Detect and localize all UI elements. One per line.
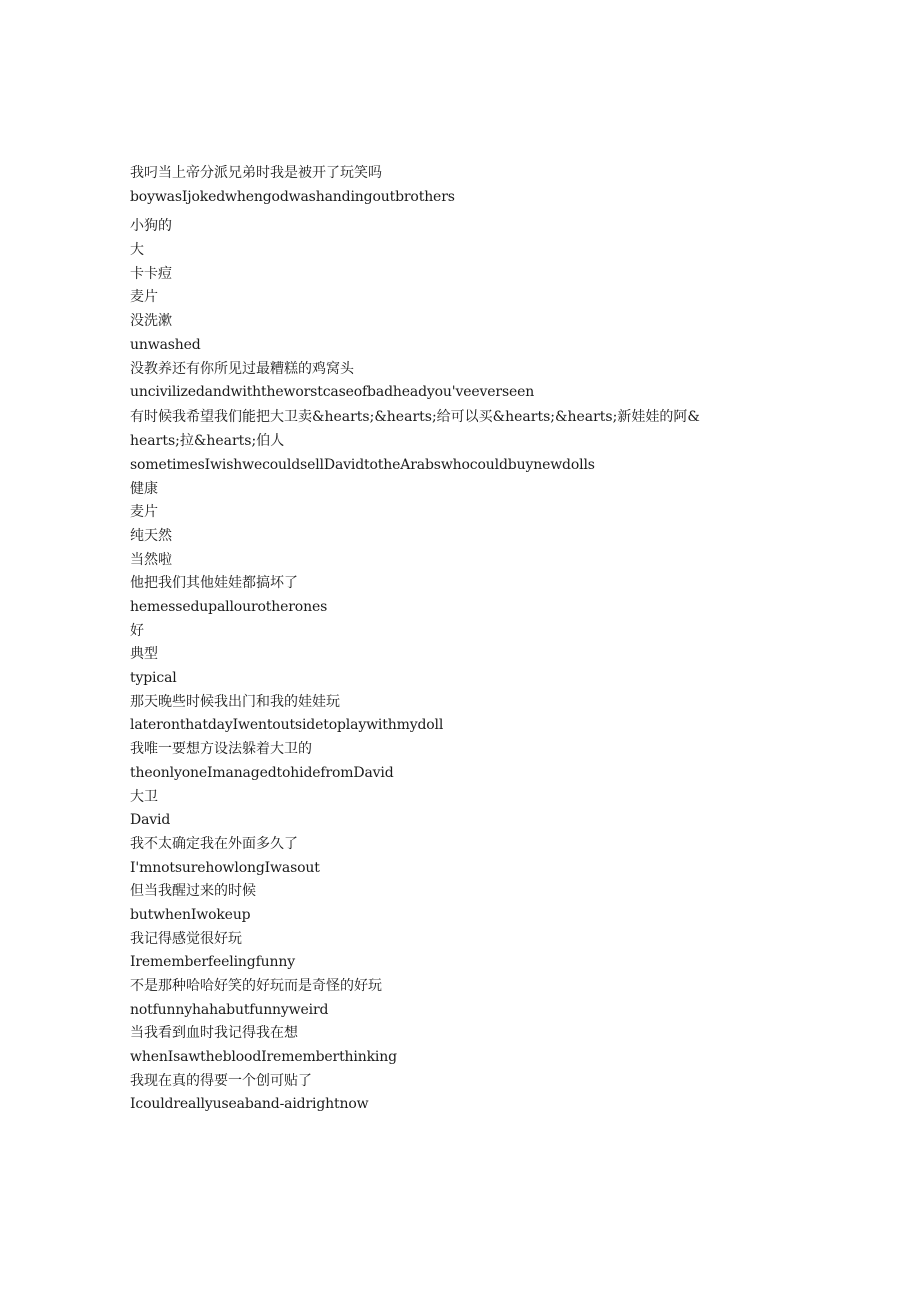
- text-line: lateronthatdayIwentoutsidetoplaywithmydoll: [130, 717, 444, 734]
- text-line: 我记得感觉很好玩: [130, 930, 242, 947]
- text-line: 卡卡痘: [130, 265, 172, 282]
- text-line: 他把我们其他娃娃都搞坏了: [130, 575, 298, 592]
- text-line: 有时候我希望我们能把大卫卖&hearts;&hearts;给可以买&hearts;&hearts;新娃娃的阿&hearts;拉&hearts;伯人: [130, 408, 700, 450]
- text-line: 麦片: [130, 504, 158, 521]
- text-line: 没洗漱: [130, 313, 172, 330]
- text-line: David: [130, 812, 171, 829]
- text-line: 我叼当上帝分派兄弟时我是被开了玩笑吗: [130, 165, 382, 181]
- text-line: 我不太确定我在外面多久了: [130, 835, 298, 852]
- text-line: boywasIjokedwhengodwashandingoutbrothers: [130, 188, 455, 205]
- text-line: 大卫: [130, 788, 158, 805]
- text-line: 我现在真的得要一个创可贴了: [130, 1072, 312, 1089]
- text-line: 典型: [130, 646, 158, 663]
- text-line: uncivilizedandwiththeworstcaseofbadheadyou'veeverseen: [130, 384, 535, 401]
- text-line: unwashed: [130, 336, 201, 353]
- text-line: sometimesIwishwecouldsellDavidtotheArabswhocouldbuynewdolls: [130, 456, 595, 473]
- text-line: 当我看到血时我记得我在想: [130, 1025, 298, 1042]
- text-line: 大: [130, 242, 144, 259]
- text-line: 但当我醒过来的时候: [130, 883, 256, 900]
- text-line: 纯天然: [130, 527, 172, 544]
- text-line: hemessedupallourotherones: [130, 599, 328, 615]
- text-line: whenIsawthebloodIrememberthinking: [130, 1049, 397, 1066]
- text-line: butwhenIwokeup: [130, 906, 251, 923]
- text-line: typical: [130, 670, 177, 687]
- text-line: Icouldreallyuseaband-aidrightnow: [130, 1096, 369, 1113]
- text-line: 小狗的: [130, 218, 172, 235]
- text-line: theonlyoneImanagedtohidefromDavid: [130, 764, 394, 781]
- text-line: 我唯一要想方设法躲着大卫的: [130, 741, 312, 758]
- text-line: notfunnyhahabutfunnyweird: [130, 1001, 329, 1018]
- text-line: Irememberfeelingfunny: [130, 954, 295, 971]
- text-line: I'mnotsurehowlongIwasout: [130, 859, 320, 876]
- text-line: 麦片: [130, 289, 158, 306]
- text-line: 健康: [130, 480, 158, 497]
- text-line: 不是那种哈哈好笑的好玩而是奇怪的好玩: [130, 978, 382, 994]
- text-line: 没教养还有你所见过最糟糕的鸡窝头: [130, 360, 354, 377]
- document-body: [130, 162, 710, 1117]
- text-line: 那天晚些时候我出门和我的娃娃玩: [130, 693, 340, 710]
- text-line: 当然啦: [130, 551, 172, 568]
- text-line: 好: [130, 622, 144, 639]
